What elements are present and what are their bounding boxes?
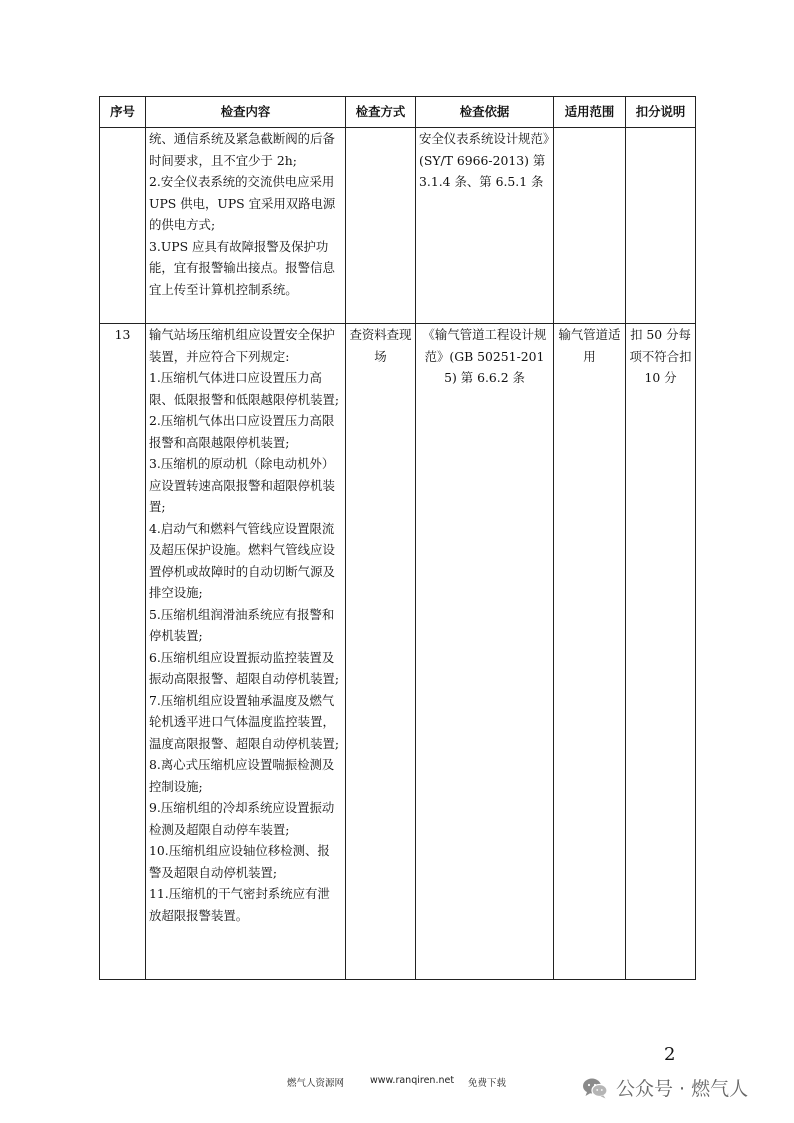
content-line: 11.压缩机的干气密封系统应有泄放超限报警装置。 xyxy=(149,886,330,923)
table-header-row xyxy=(100,97,696,128)
table-row xyxy=(100,324,696,980)
row-basis: 安全仪表系统设计规范》(SY/T 6966-2013) 第 3.1.4 条、第 6.5.1 条 xyxy=(416,128,554,324)
row-scope xyxy=(554,128,626,324)
content-line: 统、通信系统及紧急截断阀的后备时间要求，且不宜少于 2h; xyxy=(149,131,335,168)
page-number: 2 xyxy=(664,1044,676,1065)
row-content xyxy=(146,128,346,324)
header-deduction: 扣分说明 xyxy=(626,97,696,128)
content-line: 10.压缩机组应设轴位移检测、报警及超限自动停机装置; xyxy=(149,843,330,880)
row-scope: 输气管道适用 xyxy=(554,324,626,980)
row-deduction xyxy=(626,128,696,324)
content-line: 4.启动气和燃料气管线应设置限流及超压保护设施。燃料气管线应设置停机或故障时的自动切断气源及排空设施; xyxy=(149,520,335,600)
row-number xyxy=(100,128,146,324)
wechat-watermark xyxy=(582,1074,748,1101)
watermark-text: 公众号 · 燃气人 xyxy=(616,1078,749,1100)
header-basis: 检查依据 xyxy=(416,97,554,128)
row-basis: 《输气管道工程设计规范》(GB 50251-2015) 第 6.6.2 条 xyxy=(416,324,554,980)
footer-download-text: 免费下载 xyxy=(468,1078,507,1089)
footer-url[interactable]: www.ranqiren.net xyxy=(370,1075,455,1086)
content-line: 3.压缩机的原动机（除电动机外）应设置转速高限报警和超限停机装置; xyxy=(149,456,335,514)
content-line: 7.压缩机组应设置轴承温度及燃气轮机透平进口气体温度监控装置，温度高限报警、超限自动停机装置; xyxy=(149,692,340,751)
content-line: 1.压缩机气体进口应设置压力高限、低限报警和低限越限停机装置; xyxy=(149,370,340,407)
content-line: 5.压缩机组润滑油系统应有报警和停机装置; xyxy=(149,606,335,643)
header-method: 检查方式 xyxy=(346,97,416,128)
row-number: 13 xyxy=(100,324,146,980)
inspection-table xyxy=(99,96,696,980)
row-content xyxy=(146,324,346,980)
content-line: 9.压缩机组的冷却系统应设置振动检测及超限自动停车装置; xyxy=(149,800,335,837)
content-line: 输气站场压缩机组应设置安全保护装置，并应符合下列规定: xyxy=(149,327,335,364)
content-line: 3.UPS 应具有故障报警及保护功能，宜有报警输出接点。报警信息宜上传至计算机控制系统。 xyxy=(149,238,335,297)
header-scope: 适用范围 xyxy=(554,97,626,128)
header-content: 检查内容 xyxy=(146,97,346,128)
content-line: 2.安全仪表系统的交流供电应采用 UPS 供电，UPS 宜采用双路电源的供电方式; xyxy=(149,174,336,232)
row-deduction: 扣 50 分每项不符合扣 10 分 xyxy=(626,324,696,980)
header-number: 序号 xyxy=(100,97,146,128)
wechat-icon xyxy=(582,1077,608,1099)
content-line: 6.压缩机组应设置振动监控装置及振动高限报警、超限自动停机装置; xyxy=(149,649,340,686)
content-line: 8.离心式压缩机应设置喘振检测及控制设施; xyxy=(149,757,335,794)
content-line: 2.压缩机气体出口应设置压力高限报警和高限越限停机装置; xyxy=(149,413,335,450)
row-method: 查资料查现场 xyxy=(346,324,416,980)
row-method xyxy=(346,128,416,324)
table-row xyxy=(100,128,696,324)
footer-site-name: 燃气人资源网 xyxy=(287,1078,345,1089)
